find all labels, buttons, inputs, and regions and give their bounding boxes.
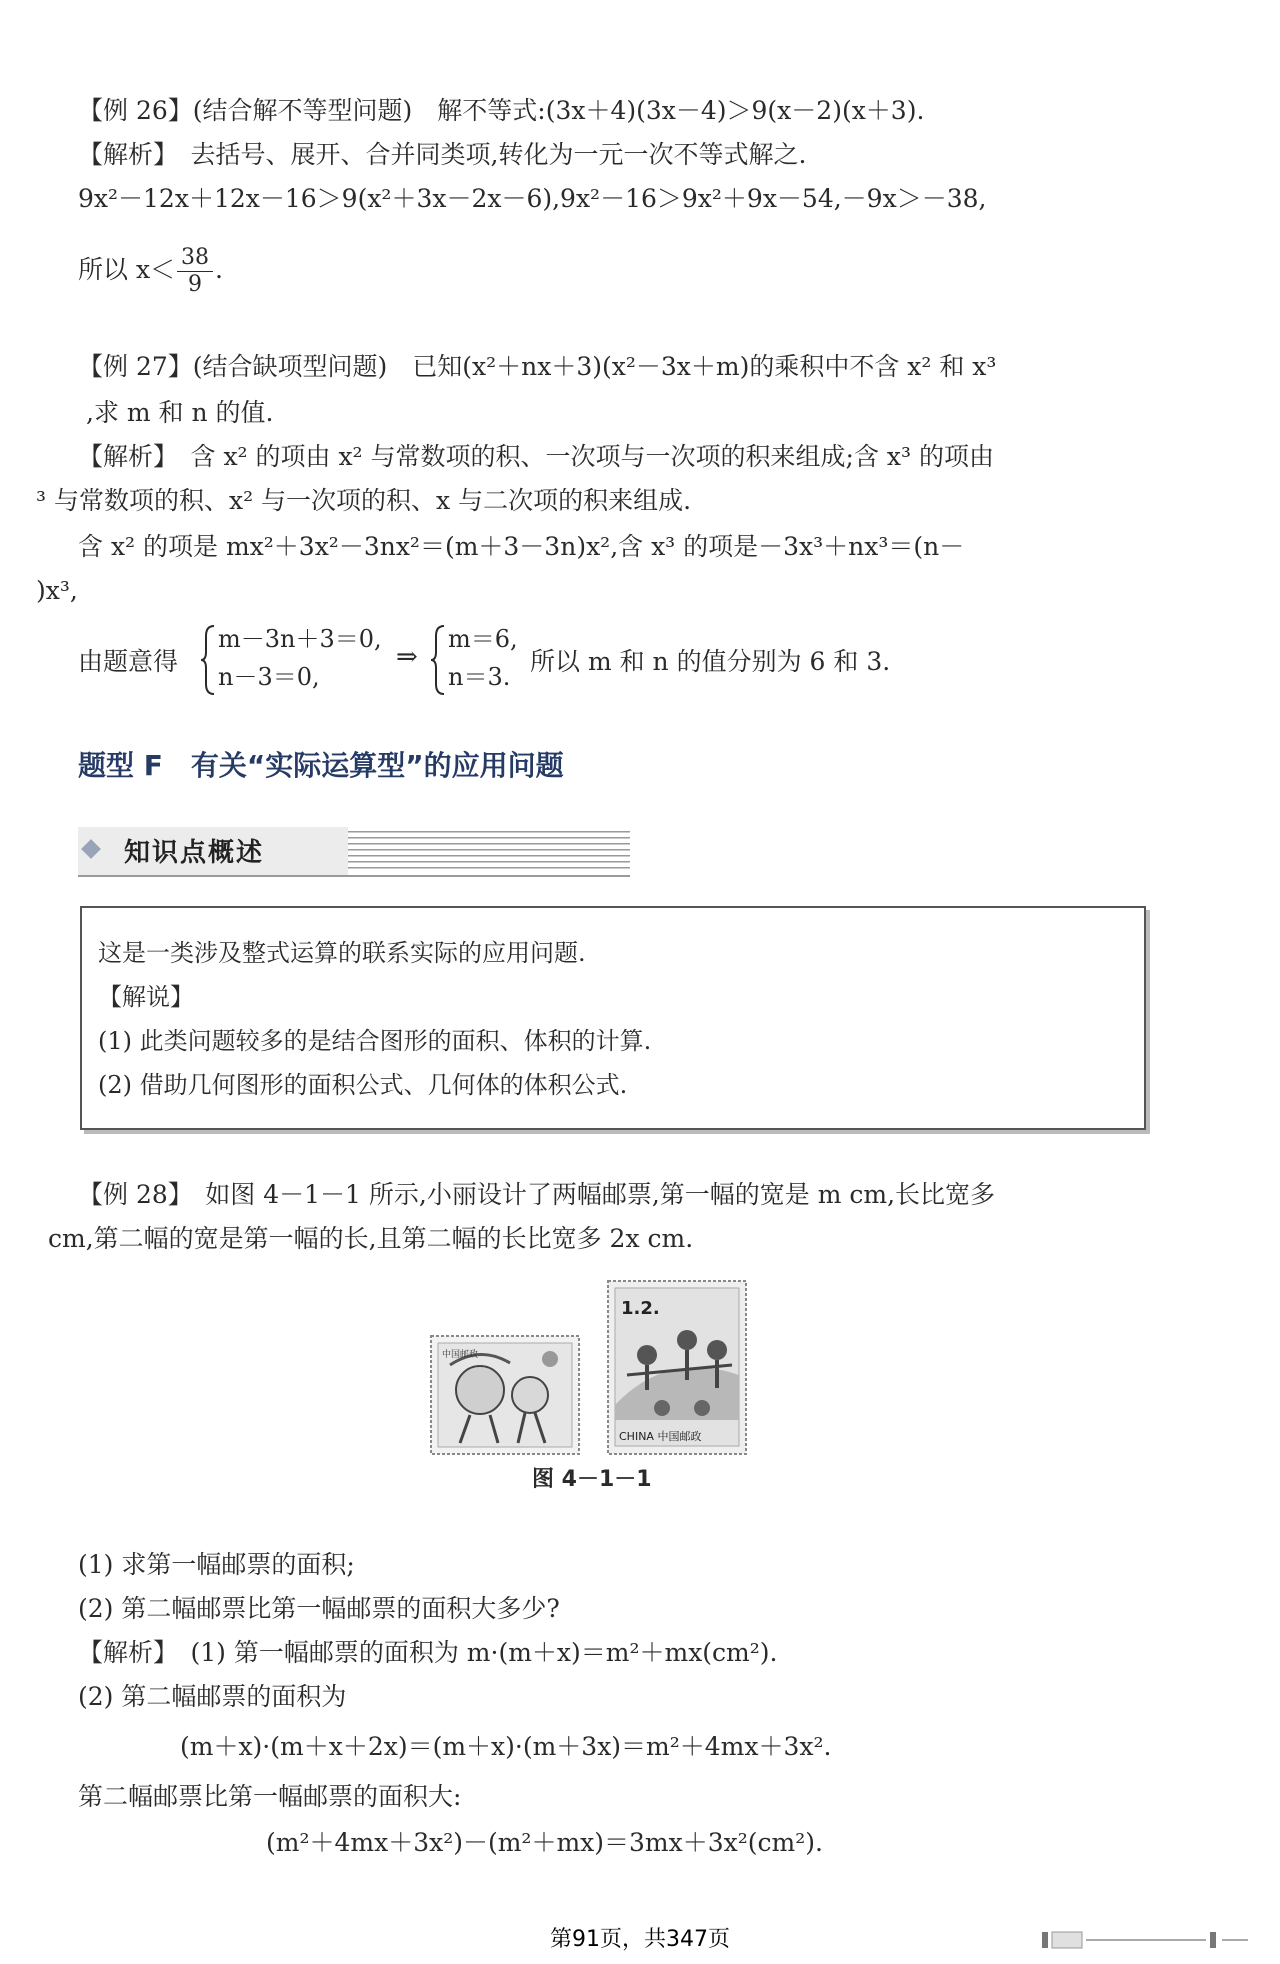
ex26-fraction-denominator: 9	[188, 272, 203, 297]
ex27-question-cont: ,求 m 和 n 的值.	[86, 398, 274, 427]
stamp-two-image	[607, 1280, 747, 1455]
figure-caption: 图 4－1－1	[532, 1467, 652, 1492]
knowledge-point-1: (1) 此类问题较多的是结合图形的面积、体积的计算.	[98, 1027, 652, 1055]
stamp-two-country: CHINA 中国邮政	[619, 1430, 702, 1443]
ex26-working: 9x²－12x＋12x－16＞9(x²＋3x－2x－6),9x²－16＞9x²＋9x－54,－9x＞－38,	[78, 184, 987, 213]
ex26-fraction-numerator: 38	[177, 245, 213, 272]
ex27-terms: 含 x² 的项是 mx²＋3x²－3nx²＝(m＋3－3n)x²,含 x³ 的项是－3x³＋nx³＝(n－	[78, 532, 965, 561]
ex26-analysis-heading: 【解析】 去括号、展开、合并同类项,转化为一元一次不等式解之.	[78, 140, 807, 169]
ex27-system-conclusion: 所以 m 和 n 的值分别为 6 和 3.	[530, 647, 891, 676]
ex26-conclusion-suffix: .	[215, 255, 223, 284]
knowledge-intro: 这是一类涉及整式运算的联系实际的应用问题.	[98, 939, 586, 967]
stamp-two-denomination: 1.2.	[621, 1298, 660, 1319]
ex26-conclusion-prefix: 所以 x＜	[78, 255, 176, 284]
ex27-question: 【例 27】(结合缺项型问题) 已知(x²＋nx＋3)(x²－3x＋m)的乘积中不含 x² 和 x³	[78, 352, 997, 381]
ex27-system-eq2: n－3＝0,	[218, 663, 320, 691]
stamp-one-text: 中国邮政	[442, 1350, 479, 1360]
implies-arrow: ⇒	[396, 642, 418, 672]
ex27-solution-eq2: n＝3.	[448, 663, 511, 691]
ex26-fraction	[177, 245, 213, 298]
ex28-question: 【例 28】 如图 4－1－1 所示,小丽设计了两幅邮票,第一幅的宽是 m cm,长比宽多	[78, 1180, 996, 1209]
knowledge-explain-heading: 【解说】	[98, 983, 194, 1011]
ex28-answer-2-heading: (2) 第二幅邮票的面积为	[78, 1682, 347, 1711]
page-scroll-control[interactable]	[1042, 1930, 1252, 1950]
ex27-analysis-cont: ³ 与常数项的积、x² 与一次项的积、x 与二次项的积来组成.	[36, 486, 692, 515]
ex28-answer-3-working: (m²＋4mx＋3x²)－(m²＋mx)＝3mx＋3x²(cm²).	[266, 1828, 823, 1857]
left-brace-icon	[200, 624, 216, 696]
ex26-conclusion	[78, 240, 223, 300]
stamp-one-image	[430, 1335, 580, 1455]
ex28-q1: (1) 求第一幅邮票的面积;	[78, 1550, 355, 1579]
ex27-system-prefix: 由题意得	[78, 647, 179, 676]
knowledge-heading-underline	[78, 875, 630, 877]
ex28-question-cont: cm,第二幅的宽是第一幅的长,且第二幅的长比宽多 2x cm.	[48, 1224, 694, 1253]
ex27-analysis: 【解析】 含 x² 的项由 x² 与常数项的积、一次项与一次项的积来组成;含 x³ 的项由	[78, 442, 994, 471]
left-brace-icon	[430, 624, 446, 696]
page-indicator: 第91页，共347页	[550, 1927, 730, 1952]
ex28-answer-2-working: (m＋x)·(m＋x＋2x)＝(m＋x)·(m＋3x)＝m²＋4mx＋3x².	[180, 1732, 832, 1761]
ex27-terms-cont: )x³,	[36, 576, 78, 605]
knowledge-box	[80, 906, 1146, 1130]
ex28-answer-3-heading: 第二幅邮票比第一幅邮票的面积大:	[78, 1782, 462, 1811]
ex27-system	[78, 620, 978, 700]
ex27-system-eq1: m－3n＋3＝0,	[218, 625, 382, 653]
ex28-q2: (2) 第二幅邮票比第一幅邮票的面积大多少?	[78, 1594, 560, 1623]
knowledge-heading-title: 知识点概述	[124, 838, 265, 868]
knowledge-heading-bar	[78, 827, 630, 877]
section-f-title: 题型 F 有关“实际运算型”的应用问题	[78, 749, 564, 782]
ex27-solution-eq1: m＝6,	[448, 625, 518, 653]
ex26-question: 【例 26】(结合解不等型问题) 解不等式:(3x＋4)(3x－4)＞9(x－2)(x＋3).	[78, 96, 925, 125]
ex28-answer-1: 【解析】 (1) 第一幅邮票的面积为 m·(m＋x)＝m²＋mx(cm²).	[78, 1638, 778, 1667]
knowledge-heading-stripes	[348, 831, 630, 873]
knowledge-point-2: (2) 借助几何图形的面积公式、几何体的体积公式.	[98, 1071, 628, 1099]
